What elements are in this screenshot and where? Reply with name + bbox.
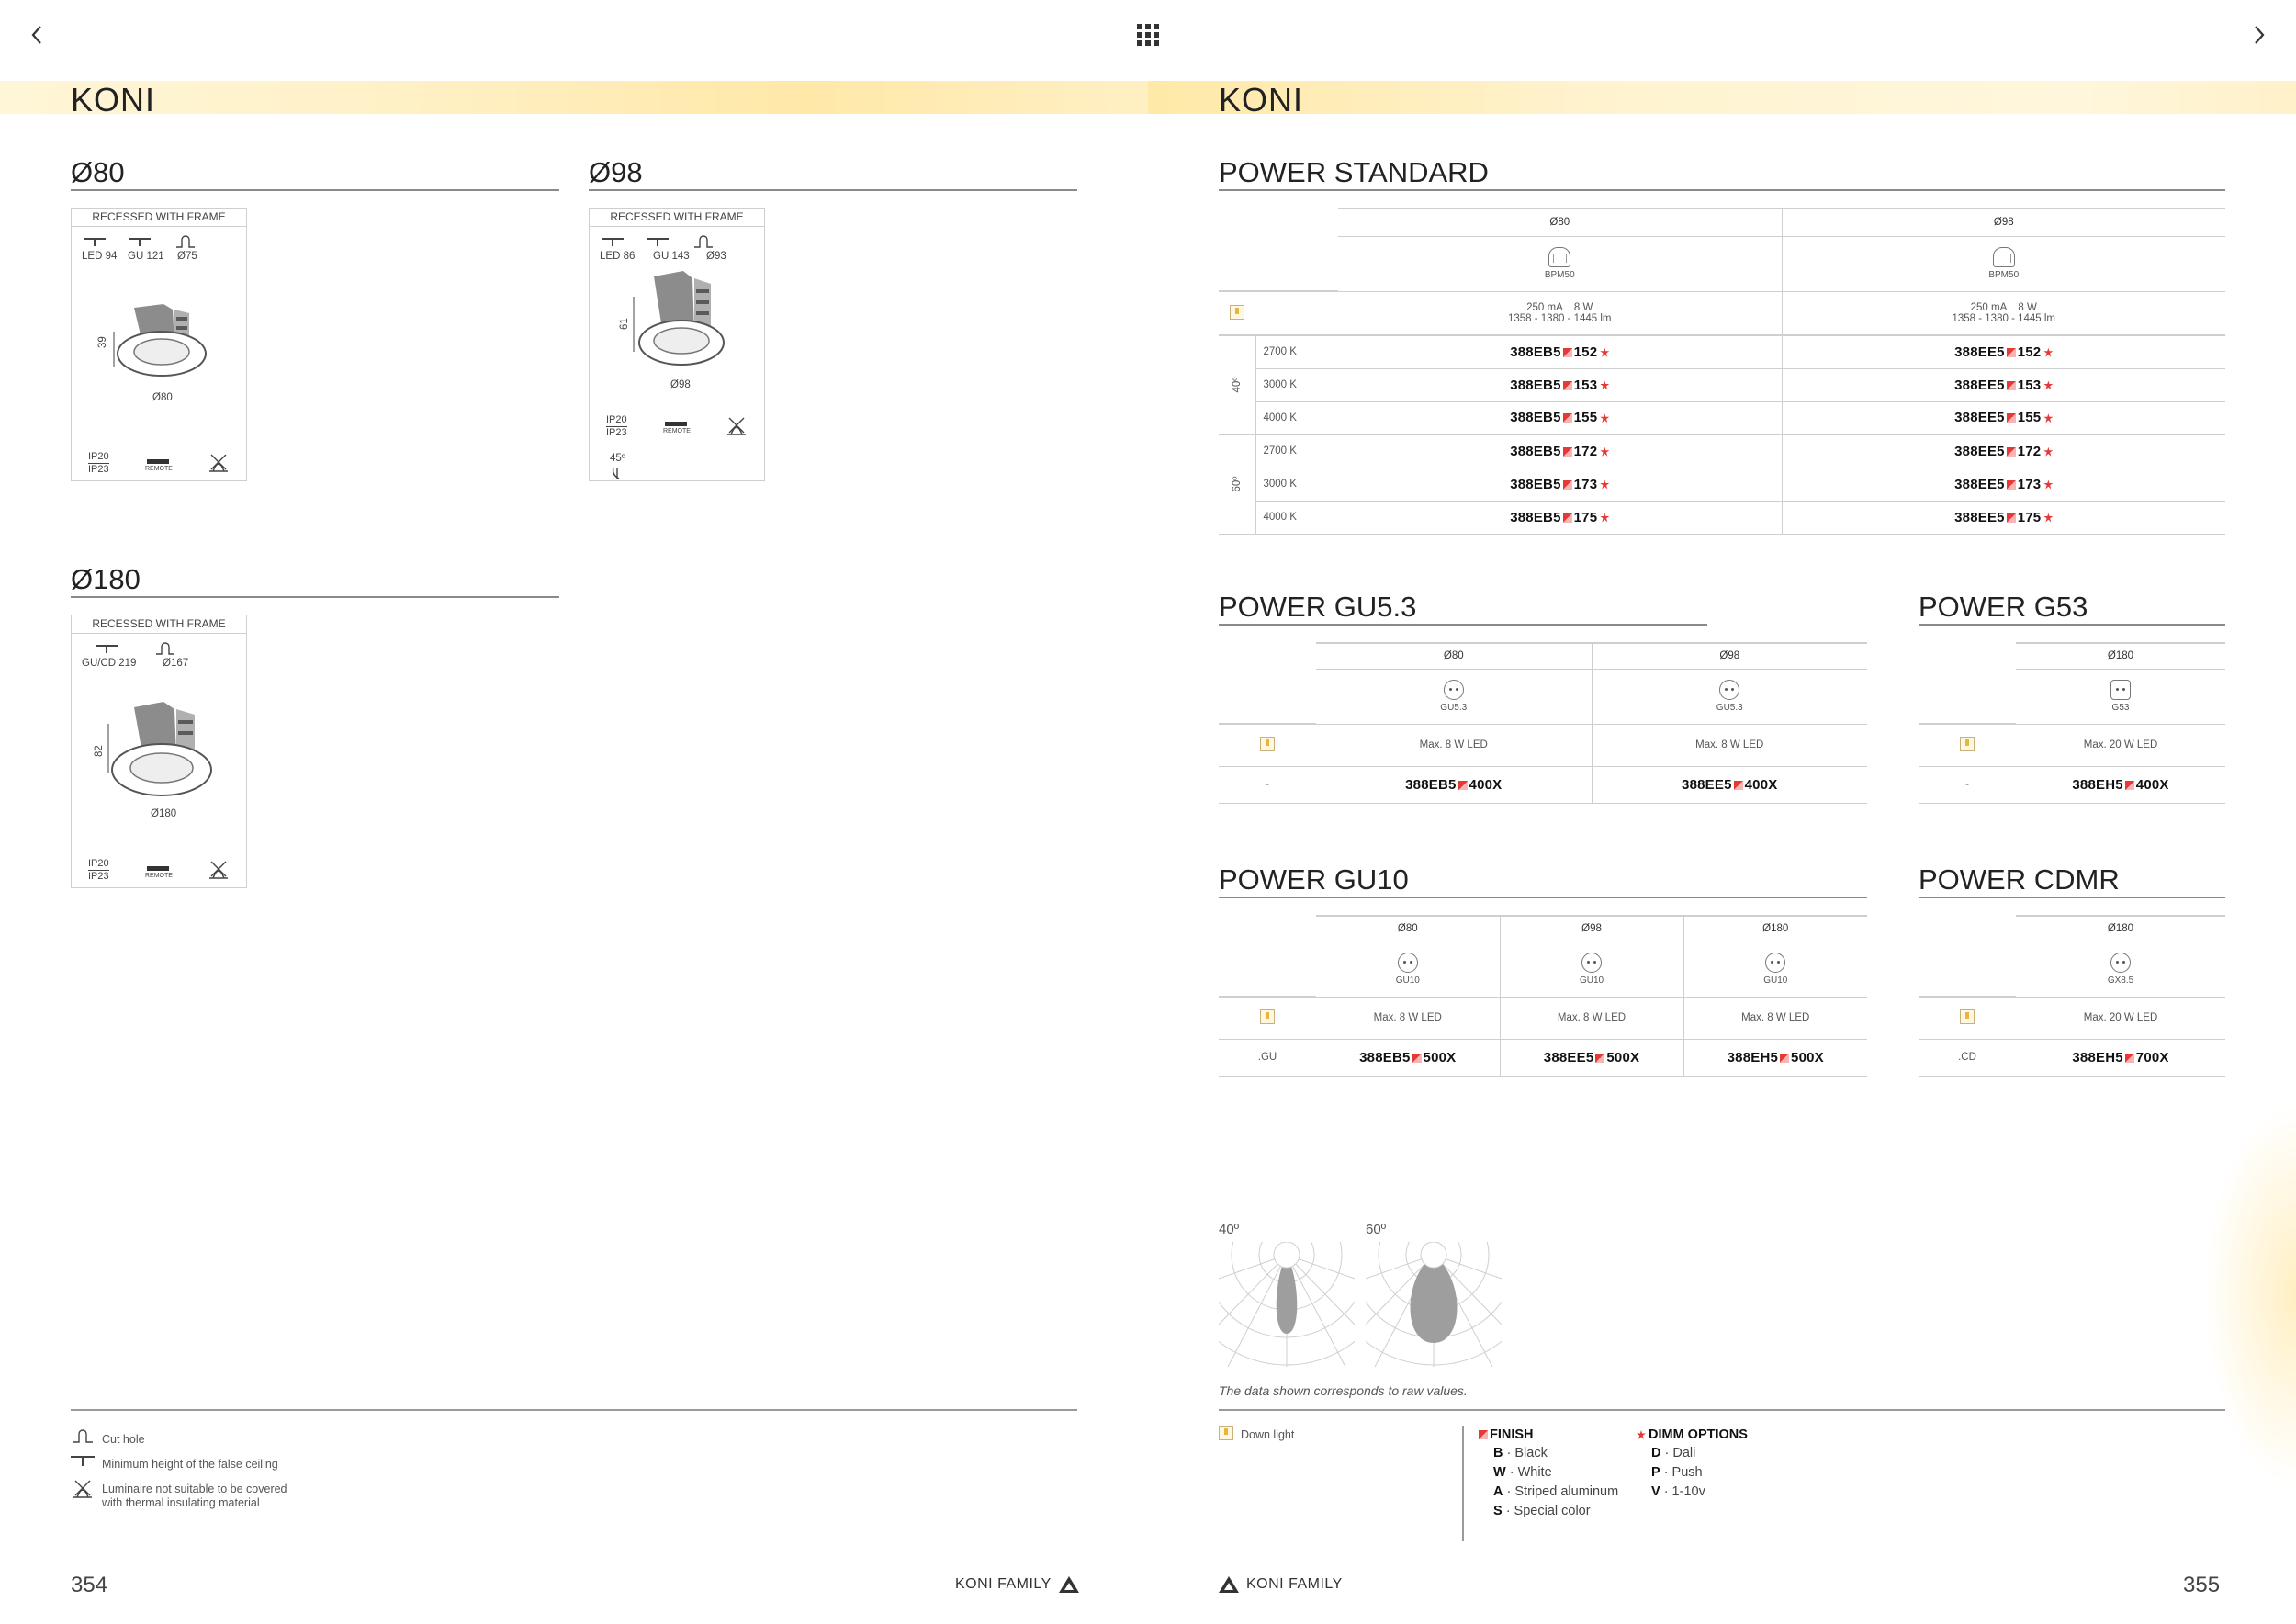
table-row: - 388EH5 400X [1919,766,2225,803]
section-title-d98: Ø98 [589,156,1077,191]
table-row: 4000 K 388EB5 175 388EE5 175 [1219,501,2225,534]
dim-cut: Ø167 [163,658,189,669]
dim-led: LED 94 [82,251,118,262]
socket-icon [1444,680,1464,700]
table-row: 3000 K 388EB5 173 388EE5 173 [1219,468,2225,501]
ip-rating: IP20 IP23 [88,451,109,475]
remote-driver-icon [147,866,169,871]
legend-not-covered: Luminaire not suitable to be covered with thermal insulating material [102,1483,287,1509]
table-power-standard: Ø80 Ø98 BPM50 BPM50 250 mA 8 W 1358 - 1380 - 1445 lm 250 mA 8 W 1358 - 1380 - 1445 lm 40º 2700 K 388EB5 152 388EE5 152 3000 K 388EB5 153 388EE5 153 4000 K 388EB5 155 388EE5 155 60º 2700 K 388EB5 172 388EE5 172 3000 K 388EB5 173 388EE5 173 4000 K 388EB5 175 388EE5 175 [1219,208,2225,535]
decorative-glow [2204,1102,2296,1488]
table-row: .CD 388EH5 700X [1919,1039,2225,1076]
logo-triangle-icon [1219,1576,1239,1593]
cut-hole-icon [71,1426,95,1444]
section-title-power-gu10: POWER GU10 [1219,863,1867,898]
beam-label-40: 40º [1219,1222,1240,1237]
raw-values-note: The data shown corresponds to raw values. [1219,1383,1468,1398]
down-light-icon [1230,305,1244,320]
cut-hole-icon [154,639,176,656]
logo-triangle-icon [1059,1576,1079,1593]
dim-cut: Ø75 [177,251,197,262]
beam-label-60: 60º [1366,1222,1387,1237]
luminaire-drawing [107,700,226,810]
down-light-icon [1260,737,1275,751]
table-row: 60º 2700 K 388EB5 172 388EE5 172 [1219,434,2225,468]
family-label-right: KONI FAMILY [1219,1576,1343,1593]
page-title-right: KONI [1219,81,1304,118]
no-insulation-icon [70,1477,96,1501]
dim-cut: Ø93 [706,251,726,262]
remote-label: REMOTE [145,466,173,472]
beam-angle-60: 60º [1231,476,1243,492]
page-number-left: 354 [71,1573,108,1597]
legend-cut-hole: Cut hole [102,1433,145,1446]
dim-led: LED 86 [600,251,636,262]
section-title-power-g53: POWER G53 [1919,591,2225,626]
dim-gu: GU 121 [128,251,164,262]
dimm-legend: DIMM OPTIONS D · Dali P · Push V · 1-10v [1637,1427,1748,1502]
grid-icon [1137,24,1159,46]
remote-driver-icon [147,459,169,464]
footer-rule-right [1219,1409,2225,1411]
remote-driver-icon [665,422,687,426]
finish-legend: FINISH B · Black W · White A · Striped aluminum S · Special color [1479,1427,1618,1521]
tilt-icon [610,466,626,480]
section-title-power-gu53: POWER GU5.3 [1219,591,1707,626]
family-label-left: KONI FAMILY [955,1576,1079,1593]
section-title-d80: Ø80 [71,156,559,191]
title-band-left [0,81,1148,114]
socket-icon [2110,953,2131,973]
dimm-icon [1600,348,1609,357]
card-header: RECESSED WITH FRAME [72,209,246,227]
next-page-button[interactable] [2241,17,2278,53]
led-module-icon [1548,247,1570,267]
table-row: 3000 K 388EB5 153 388EE5 153 [1219,368,2225,401]
prev-page-button[interactable] [18,17,55,53]
card-header: RECESSED WITH FRAME [590,209,764,227]
table-power-g53: Ø180 G53 Max. 20 W LED - 388EH5 400X [1919,642,2225,804]
down-light-icon [1219,1426,1233,1440]
table-power-gu53: Ø80 Ø98 GU5.3 GU5.3 Max. 8 W LED Max. 8 W LED - 388EB5 400X 388EE5 400X [1219,642,1867,804]
remote-label: REMOTE [663,428,691,434]
luminaire-drawing [626,269,737,379]
dimm-icon [1637,1430,1646,1439]
table-row: - 388EB5 400X 388EE5 400X [1219,766,1867,803]
title-band-right [1148,81,2296,114]
table-row: .GU 388EB5 500X 388EE5 500X 388EH5 500X [1219,1039,1867,1076]
luminaire-drawing [108,299,219,400]
cut-hole-icon [692,232,715,249]
finish-icon [1479,1430,1488,1439]
beam-angle-40: 40º [1231,377,1243,393]
socket-icon [2110,680,2131,700]
section-title-power-standard: POWER STANDARD [1219,156,2225,191]
no-insulation-icon [724,414,749,438]
legend-min-height: Minimum height of the false ceiling [102,1458,278,1471]
page-number-right: 355 [2183,1573,2221,1597]
finish-icon [1563,348,1572,357]
socket-icon [1581,953,1602,973]
socket-icon [1398,953,1418,973]
ip-rating: IP20 IP23 [606,414,627,438]
chevron-right-icon [2253,25,2266,45]
beam-diagram-40 [1219,1242,1355,1367]
table-row: 4000 K 388EB5 155 388EE5 155 [1219,401,2225,434]
col-d80: Ø80 [1338,209,1782,236]
table-row: 40º 2700 K 388EB5 152 388EE5 152 [1219,335,2225,368]
card-header: RECESSED WITH FRAME [72,615,246,634]
product-card-d80: RECESSED WITH FRAME LED 94 GU 121 Ø75 39 Ø80 IP20 IP23 REMOTE [71,208,247,481]
pages-grid-button[interactable] [1130,17,1166,53]
beam-diagram-60 [1366,1242,1502,1367]
product-card-d180: RECESSED WITH FRAME GU/CD 219 Ø167 82 Ø180 IP20 IP23 REMOTE [71,615,247,888]
cut-hole-icon [174,232,197,249]
table-power-gu10: Ø80 Ø98 Ø180 GU10 GU10 GU10 Max. 8 W LED Max. 8 W LED Max. 8 W LED .GU 388EB5 500X 388EE5 500X 388EH5 500X [1219,915,1867,1077]
col-d98: Ø98 [1782,209,2225,236]
socket-icon [1719,680,1739,700]
section-title-d180: Ø180 [71,563,559,598]
socket-icon [1765,953,1785,973]
section-title-power-cdmr: POWER CDMR [1919,863,2225,898]
no-insulation-icon [206,451,231,475]
down-light-icon [1960,737,1975,751]
product-card-d98: RECESSED WITH FRAME LED 86 GU 143 Ø93 61 Ø98 IP20 IP23 REMOTE 45º [589,208,765,481]
down-light-icon [1960,1009,1975,1024]
remote-label: REMOTE [145,873,173,879]
chevron-left-icon [30,25,43,45]
legend-divider [1462,1426,1464,1541]
finish-icon [2007,348,2016,357]
ip-rating: IP20 IP23 [88,858,109,882]
dim-gu-cd: GU/CD 219 [82,658,137,669]
dim-gu: GU 143 [653,251,690,262]
no-insulation-icon [206,858,231,882]
footer-rule-left [71,1409,1077,1411]
dimm-icon [2043,348,2053,357]
table-power-cdmr: Ø180 GX8.5 Max. 20 W LED .CD 388EH5 700X [1919,915,2225,1077]
tilt-label: 45º [610,453,625,464]
down-light-icon [1260,1009,1275,1024]
led-module-icon [1993,247,2015,267]
legend-down-light: Down light [1241,1428,1295,1441]
page-title-left: KONI [71,81,156,118]
